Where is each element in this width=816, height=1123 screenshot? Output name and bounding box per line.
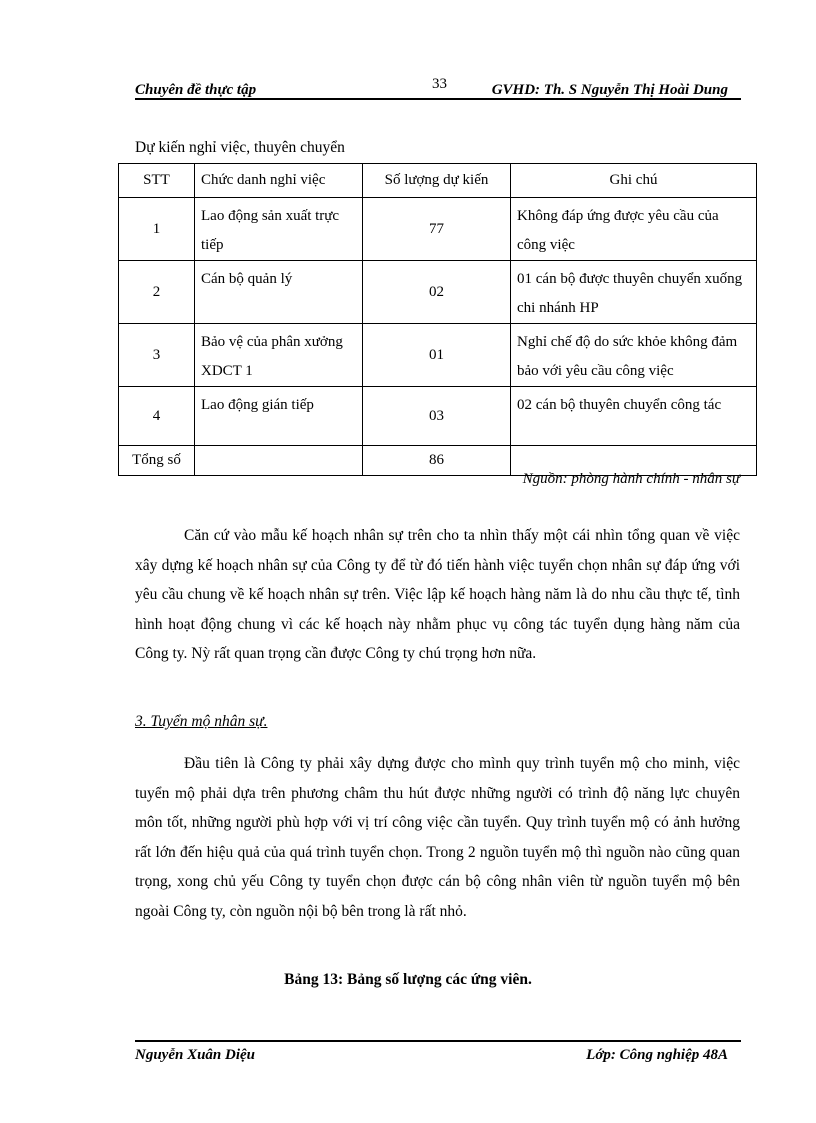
- staffing-table: [118, 163, 757, 476]
- total-label: Tổng số: [119, 446, 195, 476]
- cell-qty: 02: [363, 261, 511, 324]
- cell-note: Nghỉ chế độ do sức khỏe không đảm bảo với yêu cầu công việc: [511, 324, 757, 387]
- paragraph: Đầu tiên là Công ty phải xây dựng được cho mình quy trình tuyển mộ cho minh, việc tuyển mộ phải dựa trên phương châm thu hút được những người có trình độ năng lực chuyên môn tốt, những người phù hợp với vị trí công việc cần tuyển. Quy trình tuyển mộ có ảnh hưởng rất lớn đến hiệu quả của quá trình tuyển chọn. Trong 2 nguồn tuyển mộ thì nguồn nào cũng quan trọng, xong chủ yếu Công ty tuyển chọn được cán bộ công nhân viên từ nguồn tuyển mộ bên ngoài Công ty, còn nguồn nội bộ bên trong là rất nhỏ.: [135, 755, 740, 920]
- table-title: Bảng 13: Bảng số lượng các ứng viên.: [284, 971, 532, 988]
- footer-left: Nguyễn Xuân Diệu: [135, 1047, 256, 1063]
- table-row: [119, 198, 757, 261]
- cell-note: 02 cán bộ thuyên chuyển công tác: [511, 387, 757, 446]
- cell-title: Lao động sản xuất trực tiếp: [195, 198, 363, 261]
- table-header-row: [119, 164, 757, 198]
- footer-right: Lớp: Công nghiệp 48A: [586, 1047, 728, 1063]
- cell-stt: 1: [119, 198, 195, 261]
- table-caption: Dự kiến nghỉ việc, thuyên chuyển: [135, 139, 345, 156]
- column-header: Ghi chú: [511, 164, 757, 198]
- page-footer: [135, 1047, 740, 1064]
- column-header: Số lượng dự kiến: [363, 164, 511, 198]
- column-header: Chức danh nghỉ việc: [195, 164, 363, 198]
- paragraph: Căn cứ vào mẫu kế hoạch nhân sự trên cho ta nhìn thấy một cái nhìn tổng quan về việc xây dựng kế hoạch nhân sự của Công ty để từ đó tiến hành việc tuyển chọn nhân sự đáp ứng với yêu cầu chung về kế hoạch nhân sự trên. Việc lập kế hoạch hàng năm là do nhu cầu thực tế, tình hình hoạt động chung vì các kế hoạch này nhằm phục vụ công tác tuyển dụng hàng năm của Công ty. Nỳ rất quan trọng cần được Công ty chú trọng hơn nữa.: [135, 527, 740, 663]
- column-header: STT: [119, 164, 195, 198]
- cell-stt: 4: [119, 387, 195, 446]
- section-heading: 3. Tuyển mộ nhân sự.: [135, 713, 268, 730]
- cell-qty: 03: [363, 387, 511, 446]
- cell-title: Bảo vệ của phân xưởng XDCT 1: [195, 324, 363, 387]
- cell-stt: 3: [119, 324, 195, 387]
- header-left: Chuyên đề thực tập: [135, 82, 257, 98]
- cell-note: Không đáp ứng được yêu cầu của công việc: [511, 198, 757, 261]
- page-number: 33: [432, 76, 447, 92]
- page-header: [135, 76, 740, 100]
- table-row: [119, 261, 757, 324]
- table-row: [119, 324, 757, 387]
- table-row: [119, 387, 757, 446]
- footer-divider: [135, 1040, 741, 1042]
- cell-stt: 2: [119, 261, 195, 324]
- cell-title: Cán bộ quản lý: [195, 261, 363, 324]
- header-divider: [135, 98, 741, 100]
- header-right: GVHD: Th. S Nguyễn Thị Hoài Dung: [491, 82, 728, 98]
- cell-note: 01 cán bộ được thuyên chuyển xuống chi nhánh HP: [511, 261, 757, 324]
- cell-title: Lao động gián tiếp: [195, 387, 363, 446]
- cell-qty: 01: [363, 324, 511, 387]
- cell-qty: 77: [363, 198, 511, 261]
- empty-cell: [195, 446, 363, 476]
- table-source: Nguồn: phòng hành chính - nhân sự: [522, 471, 740, 487]
- total-value: 86: [363, 446, 511, 476]
